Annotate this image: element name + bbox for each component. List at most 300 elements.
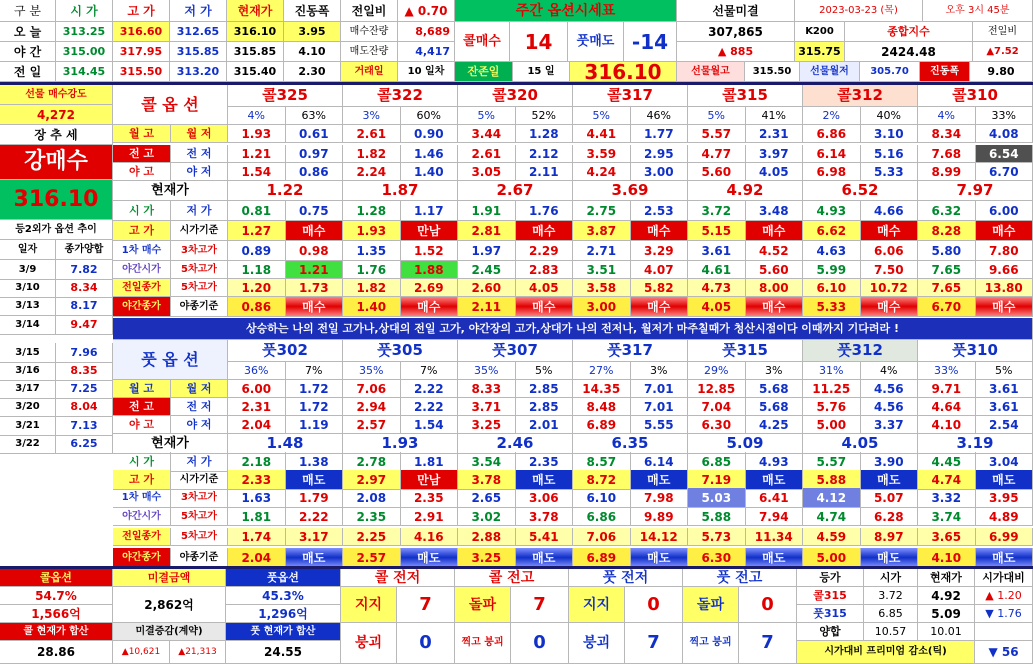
open-price: 4.93 — [803, 201, 861, 221]
level-a-value: 7 — [511, 587, 569, 623]
pct-b: 5% — [516, 362, 574, 380]
night-open-price: 2.35 — [343, 508, 401, 526]
prev-low: 1.72 — [286, 398, 344, 416]
label-base: 시가기준 — [171, 470, 228, 490]
label-prev-close: 전일종가 — [113, 528, 171, 546]
prev-close-sum: 5.82 — [631, 279, 689, 297]
high5-price: 9.66 — [976, 261, 1033, 279]
label-prev-low: 전 저 — [171, 145, 228, 163]
prev-high: 2.61 — [458, 145, 516, 163]
col-header-5: 진동폭 — [284, 0, 341, 22]
month-low: 1.77 — [631, 125, 689, 143]
label-night-close: 야간종가 — [113, 297, 171, 317]
signal-badge-2: 매도 — [861, 548, 919, 568]
k200-value: 315.75 — [795, 42, 845, 62]
buy1-price: 2.65 — [458, 488, 516, 508]
date-text: 2023-03-23 (목) — [795, 0, 923, 22]
signal-badge: 매수 — [976, 221, 1033, 241]
futures-oi-value: 307,865 — [677, 22, 795, 42]
current-price: 5.09 — [688, 434, 803, 454]
night-high: 3.05 — [458, 163, 516, 181]
pct-b: 46% — [631, 107, 689, 125]
col-header-2: 고 가 — [113, 0, 170, 22]
month-low: 4.08 — [976, 125, 1033, 143]
put-option-label: 풋옵션 — [226, 569, 341, 587]
night-high: 1.54 — [228, 163, 286, 181]
prev-close-sum: 3.17 — [286, 528, 344, 546]
night-low: 3.00 — [631, 163, 689, 181]
prev-high: 3.59 — [573, 145, 631, 163]
row-label: 야 간 — [0, 42, 56, 62]
put-sell-label: 풋매도 — [568, 22, 624, 62]
tbl-open: 6.85 — [864, 605, 918, 623]
call-strike-name: 콜312 — [803, 85, 918, 107]
night-open-price: 3.02 — [458, 508, 516, 526]
level-head: 콜 전저 — [341, 569, 455, 587]
open-value: 313.25 — [56, 22, 113, 42]
level-head: 풋 전고 — [683, 569, 797, 587]
high-price: 2.97 — [343, 470, 401, 490]
low-price: 3.04 — [976, 452, 1033, 472]
label-prev-high: 전 고 — [113, 145, 171, 163]
vib-label: 진동폭 — [920, 62, 970, 82]
prev-low: 7.01 — [631, 398, 689, 416]
pct-b: 63% — [286, 107, 344, 125]
history-value: 7.96 — [56, 343, 113, 363]
remain-day-label: 잔존일 — [455, 62, 513, 82]
prev-low: 5.16 — [861, 145, 919, 163]
tbl-col-chg: 시가대비 — [975, 569, 1033, 587]
call-strike-name: 콜317 — [573, 85, 688, 107]
level-b-label: 붕괴 — [569, 623, 625, 664]
history-date: 3/22 — [0, 434, 56, 454]
current-price: 3.19 — [918, 434, 1033, 454]
buy1-price: 2.71 — [573, 241, 631, 261]
tbl-cur: 4.92 — [918, 587, 975, 605]
label-high5b: 5차고가 — [171, 528, 228, 546]
night-close-price: 4.05 — [688, 297, 746, 317]
trade-day-value: 10 일차 — [398, 62, 455, 82]
tbl-col-cur: 현재가 — [918, 569, 975, 587]
signal-badge-2: 매수 — [631, 297, 689, 317]
prev-close-price: 4.59 — [803, 528, 861, 546]
range-value: 2.30 — [284, 62, 341, 82]
label-night-open: 야간시가 — [113, 508, 171, 526]
buy1-price: 1.35 — [343, 241, 401, 261]
label-low: 저 가 — [171, 452, 228, 472]
call-amount: 1,566억 — [0, 605, 113, 623]
strength-value: 4,272 — [0, 105, 113, 125]
pct-b: 3% — [631, 362, 689, 380]
prev-low: 0.97 — [286, 145, 344, 163]
level-b-value: 7 — [739, 623, 797, 664]
current-price: 1.87 — [343, 181, 458, 201]
time-text: 오후 3시 45분 — [923, 0, 1033, 22]
prev-close-sum: 4.16 — [401, 528, 459, 546]
put-strike-name: 풋317 — [573, 340, 688, 362]
tbl-chg: ▲ 1.20 — [975, 587, 1033, 605]
label-month-high: 월 고 — [113, 125, 171, 143]
unsettled-amount: 2,862억 — [113, 587, 226, 623]
night-open-price: 1.76 — [343, 261, 401, 279]
prev-low: 3.97 — [746, 145, 804, 163]
open-price: 4.45 — [918, 452, 976, 472]
signal-badge-2: 매도 — [286, 548, 344, 568]
sum-open: 10.57 — [864, 623, 918, 641]
signal-badge: 매도 — [516, 470, 574, 490]
night-close-price: 4.10 — [918, 548, 976, 568]
month-high: 5.57 — [688, 125, 746, 143]
open-price: 6.85 — [688, 452, 746, 472]
high-value: 315.50 — [113, 62, 170, 82]
board-title: 주간 옵션시세표 — [455, 0, 677, 22]
put-strike-name: 풋305 — [343, 340, 458, 362]
night-low: 5.55 — [631, 416, 689, 434]
month-low: 1.72 — [286, 380, 344, 398]
high-price: 3.78 — [458, 470, 516, 490]
level-a-label: 지지 — [341, 587, 397, 623]
signal-badge-2: 매수 — [286, 297, 344, 317]
prev-close-sum: 6.99 — [976, 528, 1033, 546]
prev-high: 2.31 — [228, 398, 286, 416]
prev-close-price: 1.20 — [228, 279, 286, 297]
prev-close-price: 1.74 — [228, 528, 286, 546]
label-night-base: 야종기준 — [171, 548, 228, 568]
prev-close-price: 2.60 — [458, 279, 516, 297]
night-close-price: 5.33 — [803, 297, 861, 317]
pct-b: 7% — [286, 362, 344, 380]
signal-badge-2: 매도 — [401, 548, 459, 568]
signal-badge: 매수 — [286, 221, 344, 241]
signal-badge-2: 매수 — [746, 297, 804, 317]
history-date: 3/10 — [0, 278, 56, 298]
col-header-3: 저 가 — [170, 0, 227, 22]
night-open-price: 4.74 — [803, 508, 861, 526]
low-value: 313.20 — [170, 62, 227, 82]
prev-close-sum: 4.05 — [516, 279, 574, 297]
month-high: 1.93 — [228, 125, 286, 143]
night-open-price: 4.61 — [688, 261, 746, 279]
high-price: 1.27 — [228, 221, 286, 241]
label-night-low: 야 저 — [171, 163, 228, 181]
buy1-price: 1.63 — [228, 488, 286, 508]
month-low: 2.85 — [516, 380, 574, 398]
vib-value: 9.80 — [970, 62, 1033, 82]
buy1-price: 3.61 — [688, 241, 746, 261]
month-low: 0.90 — [401, 125, 459, 143]
sum-empty — [975, 623, 1033, 641]
label-base: 시가기준 — [171, 221, 228, 241]
buy-rem-value: 8,689 — [398, 22, 455, 42]
history-col-sum: 종가양합 — [56, 240, 113, 260]
prev-low: 2.22 — [401, 398, 459, 416]
history-value: 7.82 — [56, 260, 113, 280]
month-high: 7.06 — [343, 380, 401, 398]
put-sum: 24.55 — [226, 641, 341, 664]
put-strike-name: 풋302 — [228, 340, 343, 362]
prev-close-price: 6.10 — [803, 279, 861, 297]
open-price: 8.57 — [573, 452, 631, 472]
low-price: 4.66 — [861, 201, 919, 221]
call-pct: 54.7% — [0, 587, 113, 605]
high-value: 316.60 — [113, 22, 170, 42]
label-month-low: 월 저 — [171, 125, 228, 143]
signal-badge-2: 매도 — [976, 548, 1033, 568]
put-strike-name: 풋310 — [918, 340, 1033, 362]
pct-b: 4% — [861, 362, 919, 380]
high5-price: 2.91 — [401, 508, 459, 526]
high3-price: 6.41 — [746, 488, 804, 508]
buy1-price: 2.08 — [343, 488, 401, 508]
pct-a: 5% — [573, 107, 631, 125]
night-close-price: 5.00 — [803, 548, 861, 568]
pct-b: 41% — [746, 107, 804, 125]
night-close-price: 0.86 — [228, 297, 286, 317]
month-low: 2.22 — [401, 380, 459, 398]
prev-close-sum: 11.34 — [746, 528, 804, 546]
prev-low: 5.68 — [746, 398, 804, 416]
buy1-price: 5.80 — [918, 241, 976, 261]
history-date: 3/21 — [0, 416, 56, 436]
level-b-value: 0 — [511, 623, 569, 664]
night-low: 1.40 — [401, 163, 459, 181]
pct-a: 4% — [918, 107, 976, 125]
signal-badge: 매수 — [631, 221, 689, 241]
low-price: 6.14 — [631, 452, 689, 472]
prev-label: 전일비 — [973, 22, 1033, 42]
high-price: 5.15 — [688, 221, 746, 241]
low-value: 315.85 — [170, 42, 227, 62]
call-sum: 28.86 — [0, 641, 113, 664]
unsettled-change-label: 미결증감(계약) — [113, 623, 226, 641]
signal-badge-2: 매도 — [516, 548, 574, 568]
call-strike-name: 콜322 — [343, 85, 458, 107]
label-night-low: 야 저 — [171, 416, 228, 434]
high-value: 317.95 — [113, 42, 170, 62]
tbl-name: 풋315 — [797, 605, 864, 623]
current-price: 2.46 — [458, 434, 573, 454]
tbl-cur: 5.09 — [918, 605, 975, 623]
label-high5: 5차고가 — [171, 261, 228, 279]
signal-badge: 매도 — [631, 470, 689, 490]
night-high: 6.30 — [688, 416, 746, 434]
signal-badge: 매도 — [746, 470, 804, 490]
high-price: 7.19 — [688, 470, 746, 490]
label-month-high: 월 고 — [113, 380, 171, 398]
prev-low: 3.61 — [976, 398, 1033, 416]
night-high: 4.10 — [918, 416, 976, 434]
low-price: 1.38 — [286, 452, 344, 472]
night-low: 5.33 — [861, 163, 919, 181]
prev-low: 2.95 — [631, 145, 689, 163]
label-prev-high: 전 고 — [113, 398, 171, 416]
month-high: 9.71 — [918, 380, 976, 398]
signal-badge-2: 매도 — [746, 548, 804, 568]
prev-close-sum: 10.72 — [861, 279, 919, 297]
month-high: 14.35 — [573, 380, 631, 398]
prev-close-sum: 8.97 — [861, 528, 919, 546]
tbl-open: 3.72 — [864, 587, 918, 605]
label-open: 시 가 — [113, 201, 171, 221]
label-buy1: 1차 매수 — [113, 488, 171, 508]
pct-b: 3% — [746, 362, 804, 380]
high3-price: 5.07 — [861, 488, 919, 508]
signal-badge: 만남 — [401, 470, 459, 490]
buy1-price: 6.10 — [573, 488, 631, 508]
prev-close-sum: 14.12 — [631, 528, 689, 546]
month-low: 2.31 — [746, 125, 804, 143]
night-close-price: 2.57 — [343, 548, 401, 568]
signal-badge: 매도 — [861, 470, 919, 490]
put-sum-label: 풋 현재가 합산 — [226, 623, 341, 641]
level-head: 콜 전고 — [455, 569, 569, 587]
buy1-price: 4.12 — [803, 488, 861, 508]
current-price: 2.67 — [458, 181, 573, 201]
label-high: 고 가 — [113, 221, 171, 241]
low-price: 6.00 — [976, 201, 1033, 221]
current-price: 6.52 — [803, 181, 918, 201]
night-low: 6.70 — [976, 163, 1033, 181]
high5-price: 5.60 — [746, 261, 804, 279]
col-header-0: 구 분 — [0, 0, 56, 22]
high5-price: 7.94 — [746, 508, 804, 526]
level-a-label: 돌파 — [455, 587, 511, 623]
history-title: 등2외가 옵션 추이 — [0, 220, 113, 240]
label-high3: 3차고가 — [171, 488, 228, 508]
night-close-price: 3.00 — [573, 297, 631, 317]
trend-value: 강매수 — [0, 145, 113, 180]
pct-a: 5% — [458, 107, 516, 125]
level-b-label: 붕괴 — [341, 623, 397, 664]
signal-badge-2: 매수 — [401, 297, 459, 317]
night-high: 2.57 — [343, 416, 401, 434]
history-value: 8.17 — [56, 296, 113, 316]
big-price: 316.10 — [570, 62, 677, 82]
month-low: 3.10 — [861, 125, 919, 143]
level-a-value: 7 — [397, 587, 455, 623]
high5-price: 1.21 — [286, 261, 344, 279]
month-high: 8.33 — [458, 380, 516, 398]
month-high: 3.44 — [458, 125, 516, 143]
night-open-price: 5.99 — [803, 261, 861, 279]
put-sell-value: -14 — [624, 22, 677, 62]
signal-badge: 만남 — [401, 221, 459, 241]
pct-a: 5% — [688, 107, 746, 125]
low-price: 1.17 — [401, 201, 459, 221]
night-low: 1.54 — [401, 416, 459, 434]
unsettled-change-b: ▲21,313 — [170, 641, 226, 664]
month-low: 1.28 — [516, 125, 574, 143]
put-strike-name: 풋307 — [458, 340, 573, 362]
label-night-high: 야 고 — [113, 163, 171, 181]
pct-b: 7% — [401, 362, 459, 380]
strength-label: 선물 매수강도 — [0, 85, 113, 105]
month-high: 6.00 — [228, 380, 286, 398]
high3-price: 0.98 — [286, 241, 344, 261]
buy1-price: 1.97 — [458, 241, 516, 261]
kospi-label: 종합지수 — [845, 22, 973, 42]
signal-badge-2: 매수 — [976, 297, 1033, 317]
night-high: 5.00 — [803, 416, 861, 434]
call-title: 콜 옵 션 — [113, 85, 228, 125]
night-low: 2.11 — [516, 163, 574, 181]
sell-rem-value: 4,417 — [398, 42, 455, 62]
current-price: 4.92 — [688, 181, 803, 201]
month-low: 7.01 — [631, 380, 689, 398]
history-value: 6.25 — [56, 434, 113, 454]
high3-price: 3.29 — [631, 241, 689, 261]
prev-close-sum: 2.69 — [401, 279, 459, 297]
month-low: 0.61 — [286, 125, 344, 143]
trade-day-label: 거래일 — [341, 62, 398, 82]
cur-value: 315.85 — [227, 42, 284, 62]
high-price: 5.88 — [803, 470, 861, 490]
tbl-col-open: 시가 — [864, 569, 918, 587]
prev-low: 6.54 — [976, 145, 1033, 163]
pct-a: 31% — [803, 362, 861, 380]
night-open-price: 3.51 — [573, 261, 631, 279]
label-open: 시 가 — [113, 452, 171, 472]
call-sum-label: 콜 현재가 합산 — [0, 623, 113, 641]
label-night-high: 야 고 — [113, 416, 171, 434]
pct-b: 60% — [401, 107, 459, 125]
high5-price: 1.88 — [401, 261, 459, 279]
tbl-col-atm: 등가 — [797, 569, 864, 587]
label-night-base: 야종기준 — [171, 297, 228, 317]
prev-high: 6.14 — [803, 145, 861, 163]
high3-price: 7.98 — [631, 488, 689, 508]
cur-value: 316.10 — [227, 22, 284, 42]
open-price: 2.75 — [573, 201, 631, 221]
signal-badge: 매도 — [286, 470, 344, 490]
level-a-value: 0 — [625, 587, 683, 623]
open-price: 3.54 — [458, 452, 516, 472]
prev-change: ▲7.52 — [973, 42, 1033, 62]
night-open-price: 6.86 — [573, 508, 631, 526]
signal-badge-2: 매도 — [631, 548, 689, 568]
high-price: 1.93 — [343, 221, 401, 241]
night-open-price: 5.88 — [688, 508, 746, 526]
night-close-price: 1.40 — [343, 297, 401, 317]
night-close-price: 6.70 — [918, 297, 976, 317]
col-header-1: 시 가 — [56, 0, 113, 22]
sell-rem-label: 매도잔량 — [341, 42, 398, 62]
pct-b: 52% — [516, 107, 574, 125]
level-b-label: 찍고 붕괴 — [455, 623, 511, 664]
current-price: 3.69 — [573, 181, 688, 201]
low-price: 2.35 — [516, 452, 574, 472]
high3-price: 1.79 — [286, 488, 344, 508]
row-label: 전 일 — [0, 62, 56, 82]
pct-a: 36% — [228, 362, 286, 380]
label-month-low: 월 저 — [171, 380, 228, 398]
prev-high: 5.76 — [803, 398, 861, 416]
night-high: 3.25 — [458, 416, 516, 434]
high-price: 3.87 — [573, 221, 631, 241]
signal-badge: 매수 — [746, 221, 804, 241]
fut-month-high: 315.50 — [745, 62, 800, 82]
high5-price: 6.28 — [861, 508, 919, 526]
high-price: 6.62 — [803, 221, 861, 241]
high5-price: 9.89 — [631, 508, 689, 526]
row-label: 오 늘 — [0, 22, 56, 42]
history-value: 7.13 — [56, 416, 113, 436]
high5-price: 3.78 — [516, 508, 574, 526]
label-buy1: 1차 매수 — [113, 241, 171, 261]
pct-a: 27% — [573, 362, 631, 380]
label-high5b: 5차고가 — [171, 279, 228, 297]
current-price: 7.97 — [918, 181, 1033, 201]
